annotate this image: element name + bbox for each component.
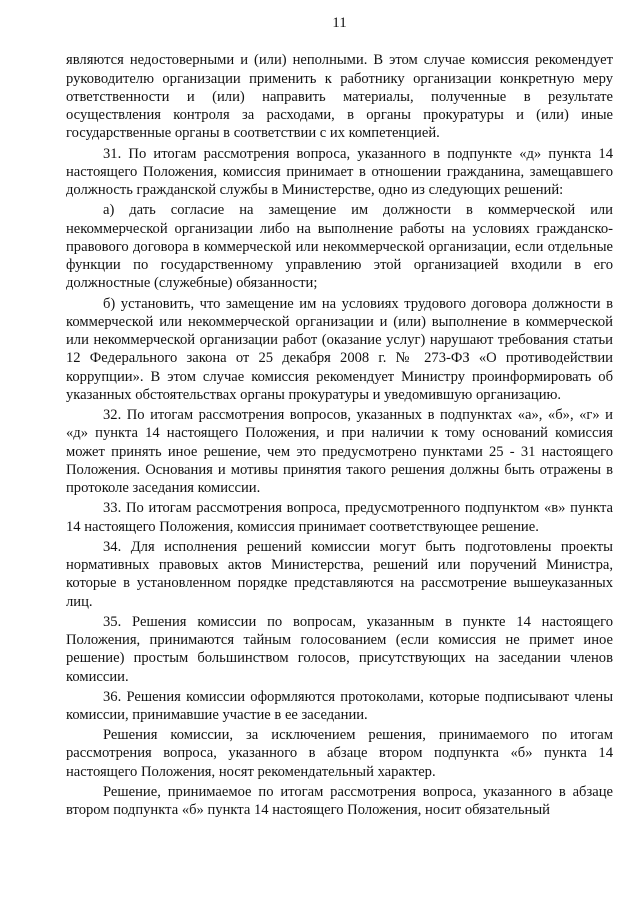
paragraph: Решение, принимаемое по итогам рассмотрения вопроса, указанного в абзаце втором подпункта «б» пункта 14 настоящего Положения, носит обязательный xyxy=(66,783,613,819)
paragraph: 32. По итогам рассмотрения вопросов, указанных в подпунктах «а», «б», «г» и «д» пункта 14 настоящего Положения, и при наличии к тому оснований комиссия может принять иное решение, чем это предусмотрено пунктами 25 - 31 настоящего Положения. Основания и мотивы принятия такого решения должны быть отражены в протоколе заседания комиссии. xyxy=(66,407,613,497)
paragraph: 33. По итогам рассмотрения вопроса, предусмотренного подпунктом «в» пункта 14 настоящего Положения, комиссия принимает соответствующее решение. xyxy=(66,500,613,535)
document-body xyxy=(66,51,613,819)
paragraph: 35. Решения комиссии по вопросам, указанным в пункте 14 настоящего Положения, принимаются тайным голосованием (если комиссия не примет иное решение) простым большинством голосов, присутствующих на заседании членов комиссии. xyxy=(66,613,613,685)
paragraph: 34. Для исполнения решений комиссии могут быть подготовлены проекты нормативных правовых актов Министерства, решений или поручений Министра, которые в установленном порядке представляются на рассмотрение вышеуказанных лиц. xyxy=(66,538,613,610)
paragraph: Решения комиссии, за исключением решения, принимаемого по итогам рассмотрения вопроса, указанного в абзаце втором подпункта «б» пункта 14 настоящего Положения, носят рекомендательный характер. xyxy=(66,727,613,780)
page-number: 11 xyxy=(332,15,347,31)
paragraph: б) установить, что замещение им на условиях трудового договора должности в коммерческой или некоммерческой организации и (или) выполнение в коммерческой или некоммерческой организации работ (оказание услуг) нарушают требования статьи 12 Федерального закона от 25 декабря 2008 г. № 273-ФЗ «О противодействии коррупции». В этом случае комиссия рекомендует Министру проинформировать об указанных обстоятельствах органы прокуратуры и уведомившую организацию. xyxy=(66,295,613,404)
paragraph: являются недостоверными и (или) неполными. В этом случае комиссия рекомендует руководителю организации применить к работнику организации конкретную меру ответственности и (или) направить материалы, полученные в результате осуществления контроля за расходами, в органы прокуратуры и (или) иные государственные органы в соответствии с их компетенцией. xyxy=(66,52,613,142)
paragraph: а) дать согласие на замещение им должности в коммерческой или некоммерческой организации либо на выполнение работы на условиях гражданско-правового договора в коммерческой или некоммерческой организации, если отдельные функции по государственному управлению этой организацией входили в его должностные (служебные) обязанности; xyxy=(66,202,613,292)
paragraph: 31. По итогам рассмотрения вопроса, указанного в подпункте «д» пункта 14 настоящего Положения, комиссия принимает в отношении гражданина, замещавшего должность гражданской службы в Министерстве, одно из следующих решений: xyxy=(66,145,613,199)
paragraph: 36. Решения комиссии оформляются протоколами, которые подписывают члены комиссии, принимавшие участие в ее заседании. xyxy=(66,688,613,724)
